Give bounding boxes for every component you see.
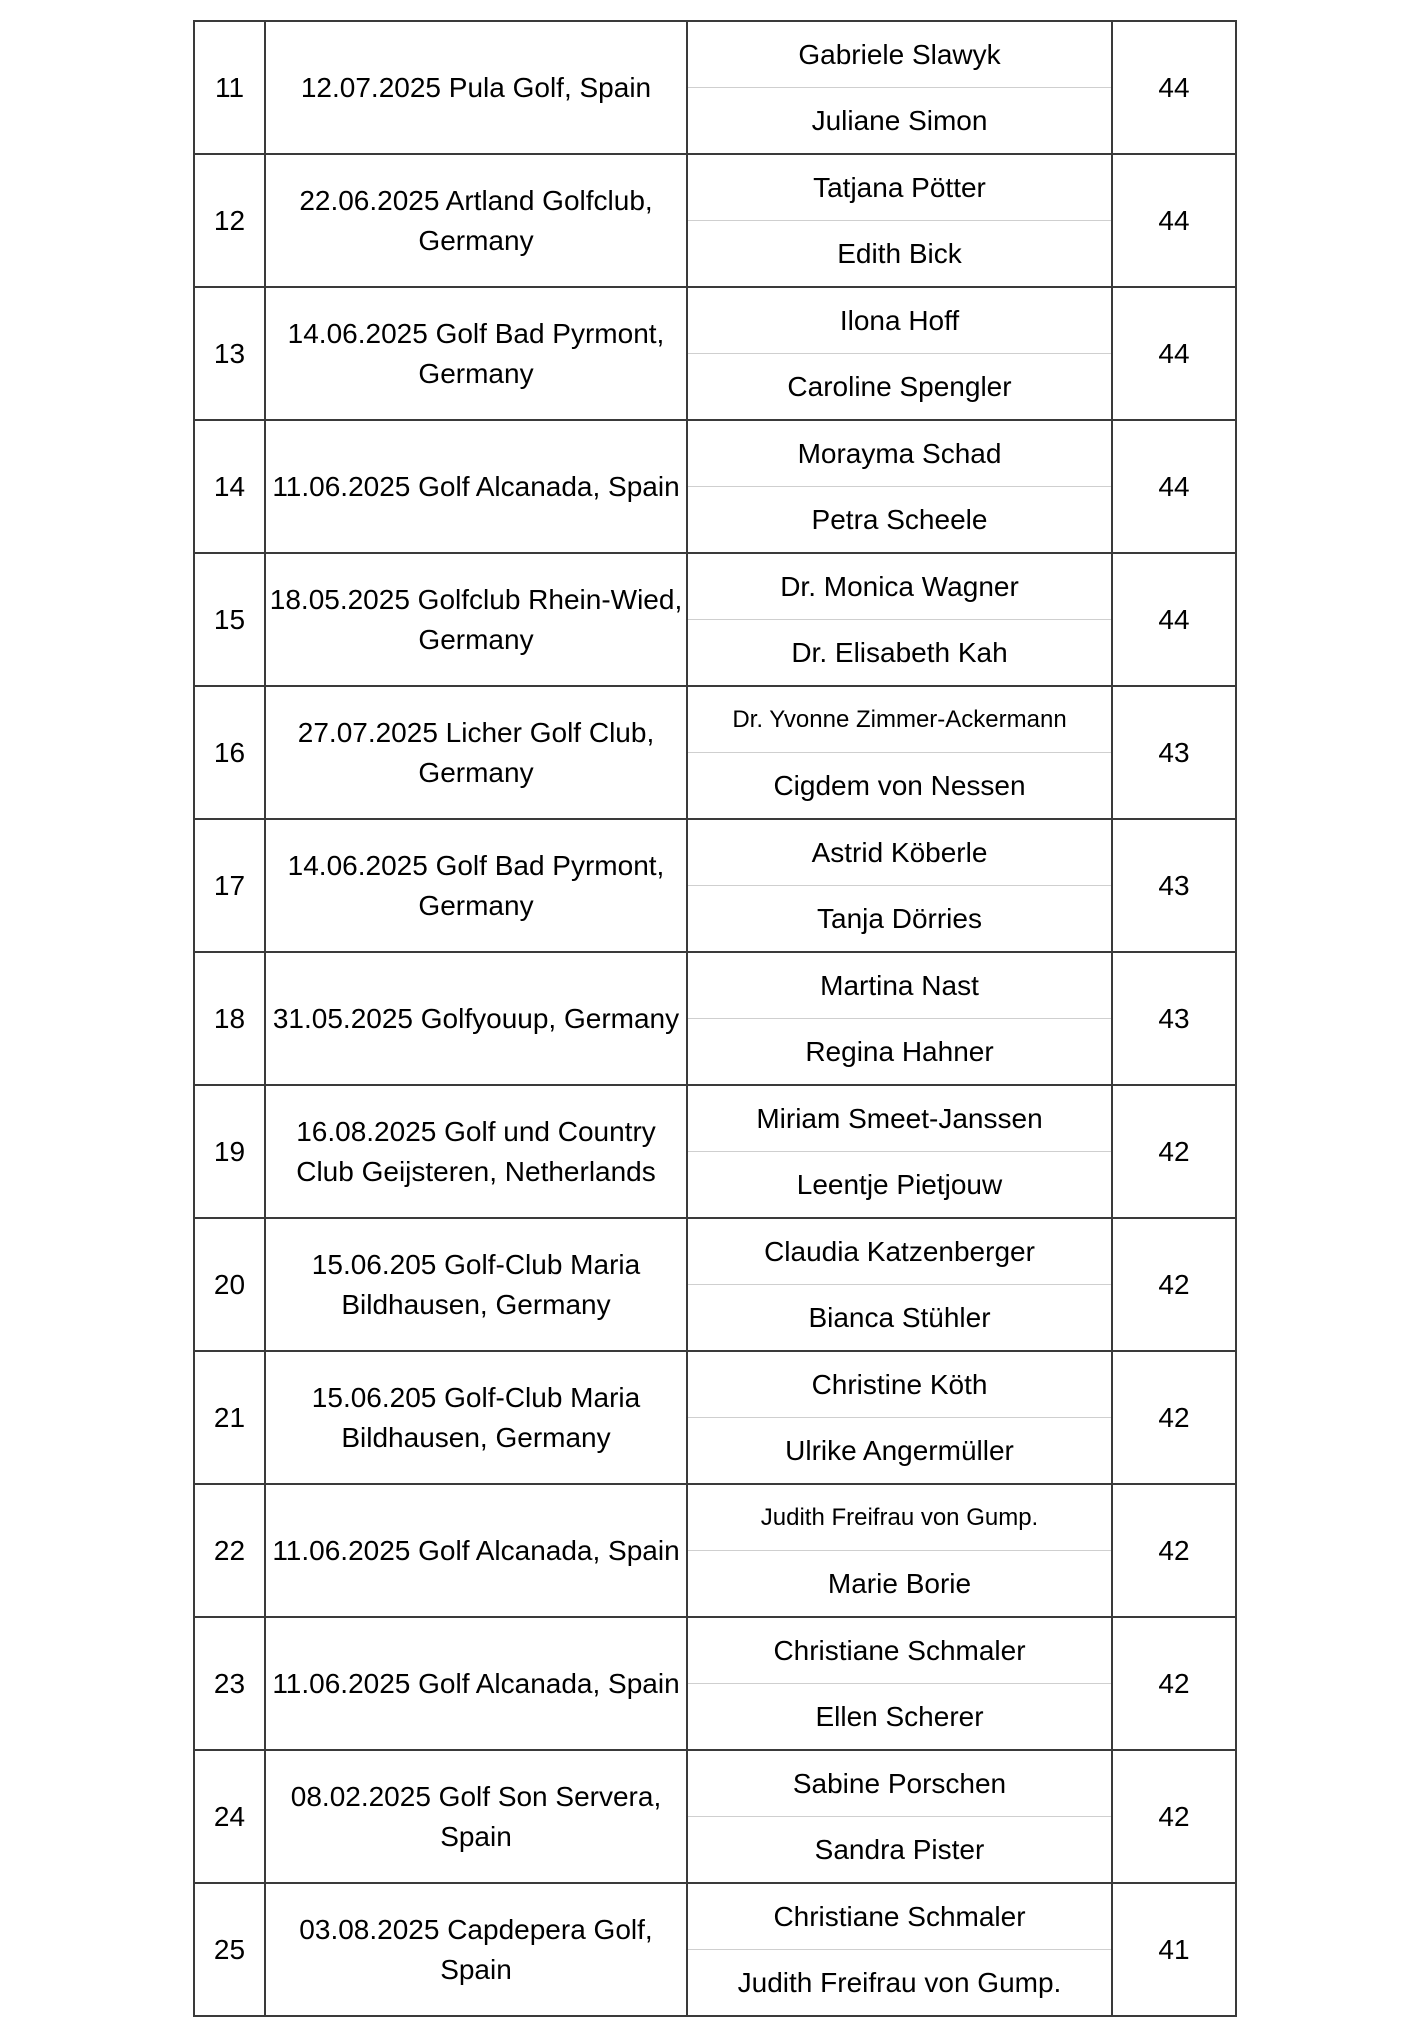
player-cell: Christine Köth xyxy=(687,1351,1112,1418)
player-cell: Marie Borie xyxy=(687,1551,1112,1618)
score-cell: 44 xyxy=(1112,553,1236,686)
rank-cell: 24 xyxy=(194,1750,265,1883)
rank-cell: 23 xyxy=(194,1617,265,1750)
player-cell: Christiane Schmaler xyxy=(687,1883,1112,1950)
player-cell: Dr. Monica Wagner xyxy=(687,553,1112,620)
rank-cell: 14 xyxy=(194,420,265,553)
table-row xyxy=(194,686,1236,753)
player-cell: Caroline Spengler xyxy=(687,354,1112,421)
table-row xyxy=(194,1484,1236,1551)
player-cell: Judith Freifrau von Gump. xyxy=(687,1950,1112,2017)
table-row xyxy=(194,287,1236,354)
player-cell: Tanja Dörries xyxy=(687,886,1112,953)
player-cell: Leentje Pietjouw xyxy=(687,1152,1112,1219)
venue-cell: 08.02.2025 Golf Son Servera, Spain xyxy=(265,1750,687,1883)
rank-cell: 17 xyxy=(194,819,265,952)
player-cell: Tatjana Pötter xyxy=(687,154,1112,221)
rank-cell: 13 xyxy=(194,287,265,420)
table-row xyxy=(194,553,1236,620)
table-row xyxy=(194,952,1236,1019)
venue-cell: 03.08.2025 Capdepera Golf, Spain xyxy=(265,1883,687,2016)
rank-cell: 22 xyxy=(194,1484,265,1617)
score-cell: 42 xyxy=(1112,1085,1236,1218)
player-cell: Dr. Elisabeth Kah xyxy=(687,620,1112,687)
player-cell: Bianca Stühler xyxy=(687,1285,1112,1352)
score-cell: 42 xyxy=(1112,1617,1236,1750)
score-cell: 42 xyxy=(1112,1351,1236,1484)
player-cell: Christiane Schmaler xyxy=(687,1617,1112,1684)
table-row xyxy=(194,1085,1236,1152)
rank-cell: 25 xyxy=(194,1883,265,2016)
venue-cell: 16.08.2025 Golf und Country Club Geijsteren, Netherlands xyxy=(265,1085,687,1218)
rank-cell: 21 xyxy=(194,1351,265,1484)
player-cell: Cigdem von Nessen xyxy=(687,753,1112,820)
venue-cell: 11.06.2025 Golf Alcanada, Spain xyxy=(265,1617,687,1750)
score-cell: 42 xyxy=(1112,1484,1236,1617)
table-row xyxy=(194,420,1236,487)
table-row xyxy=(194,1617,1236,1684)
venue-cell: 11.06.2025 Golf Alcanada, Spain xyxy=(265,1484,687,1617)
player-cell: Martina Nast xyxy=(687,952,1112,1019)
venue-cell: 14.06.2025 Golf Bad Pyrmont, Germany xyxy=(265,819,687,952)
venue-cell: 15.06.205 Golf-Club Maria Bildhausen, Germany xyxy=(265,1218,687,1351)
rank-cell: 11 xyxy=(194,21,265,154)
score-cell: 41 xyxy=(1112,1883,1236,2016)
player-cell: Morayma Schad xyxy=(687,420,1112,487)
rank-cell: 15 xyxy=(194,553,265,686)
venue-cell: 15.06.205 Golf-Club Maria Bildhausen, Germany xyxy=(265,1351,687,1484)
venue-cell: 22.06.2025 Artland Golfclub, Germany xyxy=(265,154,687,287)
player-cell: Judith Freifrau von Gump. xyxy=(687,1484,1112,1551)
player-cell: Ellen Scherer xyxy=(687,1684,1112,1751)
results-table xyxy=(193,20,1237,2017)
score-cell: 42 xyxy=(1112,1218,1236,1351)
player-cell: Juliane Simon xyxy=(687,88,1112,155)
table-row xyxy=(194,1218,1236,1285)
rank-cell: 20 xyxy=(194,1218,265,1351)
score-cell: 42 xyxy=(1112,1750,1236,1883)
player-cell: Edith Bick xyxy=(687,221,1112,288)
table-row xyxy=(194,1750,1236,1817)
table-row xyxy=(194,154,1236,221)
score-cell: 44 xyxy=(1112,154,1236,287)
venue-cell: 14.06.2025 Golf Bad Pyrmont, Germany xyxy=(265,287,687,420)
rank-cell: 19 xyxy=(194,1085,265,1218)
results-body xyxy=(194,21,1236,2016)
player-cell: Ilona Hoff xyxy=(687,287,1112,354)
rank-cell: 12 xyxy=(194,154,265,287)
venue-cell: 18.05.2025 Golfclub Rhein-Wied, Germany xyxy=(265,553,687,686)
score-cell: 44 xyxy=(1112,287,1236,420)
player-cell: Ulrike Angermüller xyxy=(687,1418,1112,1485)
score-cell: 43 xyxy=(1112,819,1236,952)
player-cell: Astrid Köberle xyxy=(687,819,1112,886)
player-cell: Gabriele Slawyk xyxy=(687,21,1112,88)
player-cell: Regina Hahner xyxy=(687,1019,1112,1086)
venue-cell: 31.05.2025 Golfyouup, Germany xyxy=(265,952,687,1085)
venue-cell: 12.07.2025 Pula Golf, Spain xyxy=(265,21,687,154)
table-row xyxy=(194,1883,1236,1950)
rank-cell: 16 xyxy=(194,686,265,819)
rank-cell: 18 xyxy=(194,952,265,1085)
score-cell: 44 xyxy=(1112,420,1236,553)
score-cell: 43 xyxy=(1112,952,1236,1085)
player-cell: Claudia Katzenberger xyxy=(687,1218,1112,1285)
table-row xyxy=(194,1351,1236,1418)
venue-cell: 11.06.2025 Golf Alcanada, Spain xyxy=(265,420,687,553)
player-cell: Sandra Pister xyxy=(687,1817,1112,1884)
player-cell: Petra Scheele xyxy=(687,487,1112,554)
table-row xyxy=(194,819,1236,886)
venue-cell: 27.07.2025 Licher Golf Club, Germany xyxy=(265,686,687,819)
score-cell: 44 xyxy=(1112,21,1236,154)
player-cell: Sabine Porschen xyxy=(687,1750,1112,1817)
table-row xyxy=(194,21,1236,88)
player-cell: Dr. Yvonne Zimmer-Ackermann xyxy=(687,686,1112,753)
player-cell: Miriam Smeet-Janssen xyxy=(687,1085,1112,1152)
score-cell: 43 xyxy=(1112,686,1236,819)
